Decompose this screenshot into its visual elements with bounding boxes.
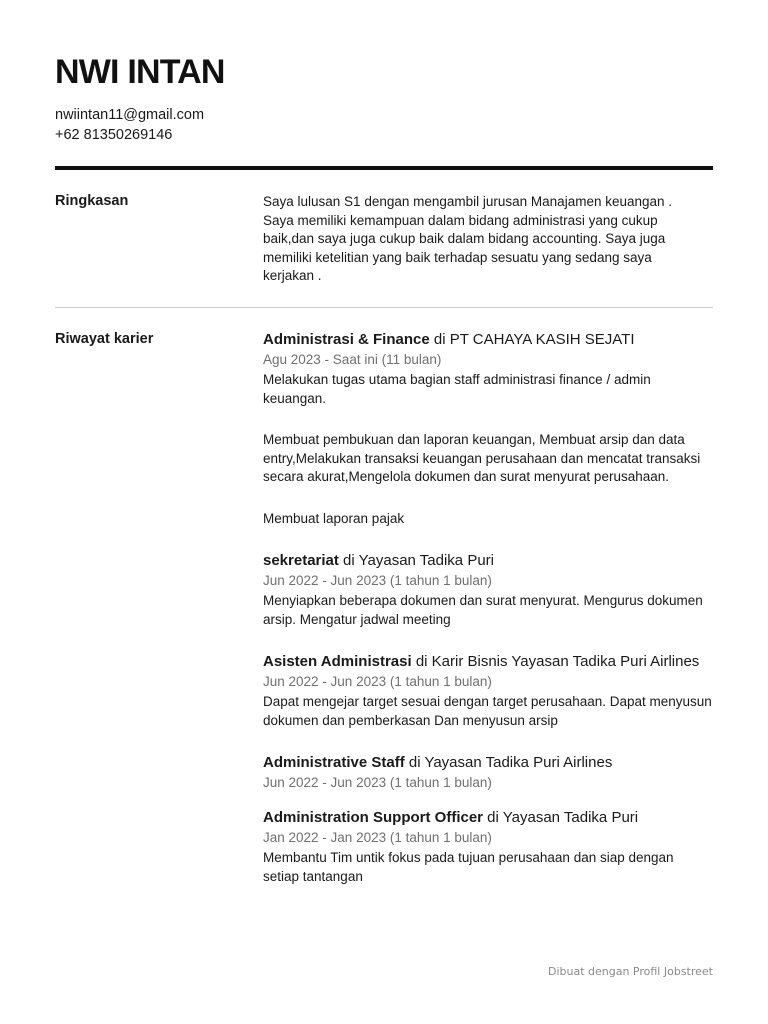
job-role: Administrative Staff bbox=[263, 754, 405, 771]
job-title bbox=[263, 652, 713, 672]
job-description bbox=[263, 849, 713, 886]
job-description bbox=[263, 592, 713, 629]
job-company: di Yayasan Tadika Puri bbox=[483, 809, 639, 826]
job-description-paragraph: Dapat mengejar target sesuai dengan target perusahaan. Dapat menyusun dokumen dan pemberkasan Dan menyusun arsip bbox=[263, 694, 712, 728]
career-heading: Riwayat karier bbox=[55, 331, 154, 347]
job-title bbox=[263, 551, 713, 571]
job-dates: Jun 2022 - Jun 2023 (1 tahun 1 bulan) bbox=[263, 674, 492, 689]
job-description-paragraph: Membuat laporan pajak bbox=[263, 510, 405, 526]
job-entry bbox=[263, 551, 713, 629]
job-description-paragraph: Menyiapkan beberapa dokumen dan surat menyurat. Mengurus dokumen arsip. Mengatur jadwal meeting bbox=[263, 593, 703, 627]
job-title bbox=[263, 330, 713, 350]
job-role: Asisten Administrasi bbox=[263, 653, 412, 670]
job-description bbox=[263, 371, 713, 528]
phone-number: +62 81350269146 bbox=[55, 127, 173, 143]
job-company: di PT CAHAYA KASIH SEJATI bbox=[429, 331, 635, 348]
job-title bbox=[263, 808, 713, 828]
candidate-name: NWI INTAN bbox=[55, 53, 225, 91]
contact-block bbox=[55, 105, 204, 145]
job-dates: Jan 2022 - Jan 2023 (1 tahun 1 bulan) bbox=[263, 830, 492, 845]
job-role: Administrasi & Finance bbox=[263, 331, 430, 348]
career-list bbox=[263, 330, 713, 909]
job-dates: Jun 2022 - Jun 2023 (1 tahun 1 bulan) bbox=[263, 573, 492, 588]
job-company: di Yayasan Tadika Puri Airlines bbox=[404, 754, 613, 771]
job-description-paragraph: Membantu Tim untik fokus pada tujuan perusahaan dan siap dengan setiap tantangan bbox=[263, 850, 674, 884]
job-role: sekretariat bbox=[263, 552, 339, 569]
job-entry bbox=[263, 808, 713, 886]
job-description-paragraph: Melakukan tugas utama bagian staff administrasi finance / admin keuangan. bbox=[263, 372, 651, 406]
job-company: di Yayasan Tadika Puri bbox=[338, 552, 494, 569]
email-address: nwiintan11@gmail.com bbox=[55, 107, 205, 123]
header-divider bbox=[55, 166, 713, 170]
section-divider bbox=[55, 307, 713, 308]
job-entry bbox=[263, 330, 713, 528]
summary-text: Saya lulusan S1 dengan mengambil jurusan Manajamen keuangan . Saya memiliki kemampuan dalam bidang administrasi yang cukup baik,dan saya juga cukup baik dalam bidang accounting. Saya juga memiliki ketelitian yang baik terhadap sesuatu yang sedang saya kerjakan . bbox=[263, 194, 673, 283]
job-entry bbox=[263, 652, 713, 730]
job-dates: Agu 2023 - Saat ini (11 bulan) bbox=[263, 352, 442, 367]
footer-note: Dibuat dengan Profil Jobstreet bbox=[547, 965, 713, 978]
summary-heading: Ringkasan bbox=[55, 193, 129, 209]
job-description bbox=[263, 693, 713, 730]
job-description-paragraph: Membuat pembukuan dan laporan keuangan, Membuat arsip dan data entry,Melakukan transaksi keuangan perusahaan dan mencatat transaksi secara akurat,Mengelola dokumen dan surat menyurat perusahaan. bbox=[263, 432, 701, 484]
job-entry bbox=[263, 753, 713, 793]
job-role: Administration Support Officer bbox=[263, 809, 484, 826]
job-title bbox=[263, 753, 713, 773]
job-company: di Karir Bisnis Yayasan Tadika Puri Airlines bbox=[411, 653, 700, 670]
job-dates: Jun 2022 - Jun 2023 (1 tahun 1 bulan) bbox=[263, 775, 492, 790]
